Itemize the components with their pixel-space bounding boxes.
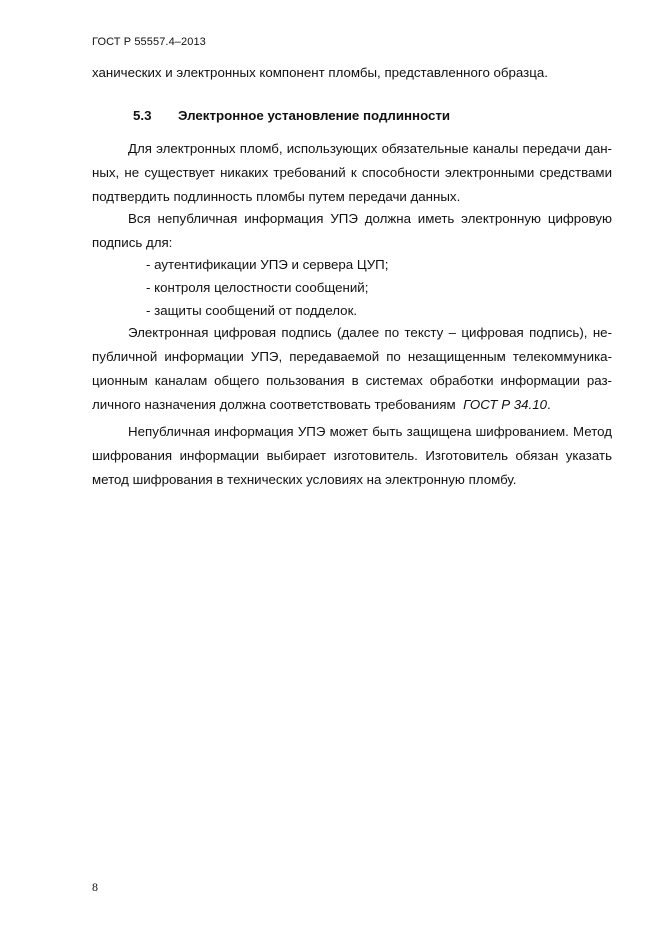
- page-number: 8: [92, 880, 98, 894]
- paragraph-3-line-4-end: .: [547, 397, 551, 412]
- list-item: - аутентификации УПЭ и сервера ЦУП;: [146, 257, 389, 272]
- paragraph-1-line-1: Для электронных пломб, использующих обязательные каналы передачи дан-: [128, 141, 612, 156]
- paragraph-4: [92, 420, 612, 492]
- standard-reference: ГОСТ Р 34.10: [463, 397, 548, 412]
- continuation-paragraph: [92, 61, 612, 85]
- paragraph-3-line-4-text: личного назначения должна соответствовать требованиям: [92, 397, 456, 412]
- paragraph-1-line-3: подтвердить подлинность пломбы путем передачи данных.: [92, 189, 461, 204]
- section-heading: [133, 104, 450, 128]
- paragraph-3-line-3: ционным каналам общего пользования в системах обработки информации раз-: [92, 373, 612, 388]
- section-title: Электронное установление подлинности: [178, 108, 451, 123]
- paragraph-4-line-1: Непубличная информация УПЭ может быть защищена шифрованием. Метод: [128, 424, 612, 439]
- section-number: 5.3: [133, 108, 152, 123]
- paragraph-4-line-2: шифрования информации выбирает изготовитель. Изготовитель обязан указать: [92, 448, 612, 463]
- paragraph-3-line-4: [92, 393, 612, 417]
- paragraph-3: [92, 321, 612, 417]
- paragraph-1: [92, 137, 612, 209]
- paragraph-2-line-1: Вся непубличная информация УПЭ должна иметь электронную цифровую: [128, 211, 612, 226]
- paragraph-3-line-1: Электронная цифровая подпись (далее по тексту – цифровая подпись), не-: [128, 325, 612, 340]
- list-item: - защиты сообщений от подделок.: [146, 303, 358, 318]
- paragraph-4-line-3: метод шифрования в технических условиях на электронную пломбу.: [92, 472, 517, 487]
- paragraph-2: [92, 207, 612, 255]
- list-item: - контроля целостности сообщений;: [146, 280, 369, 295]
- document-code-header: ГОСТ Р 55557.4–2013: [92, 36, 206, 48]
- paragraph-1-line-2: ных, не существует никаких требований к способности электронными средствами: [92, 165, 612, 180]
- continuation-line: ханических и электронных компонент пломбы, представленного образца.: [92, 65, 548, 80]
- paragraph-3-line-2: публичной информации УПЭ, передаваемой по незащищенным телекоммуника-: [92, 349, 612, 364]
- paragraph-2-line-2: подпись для:: [92, 235, 173, 250]
